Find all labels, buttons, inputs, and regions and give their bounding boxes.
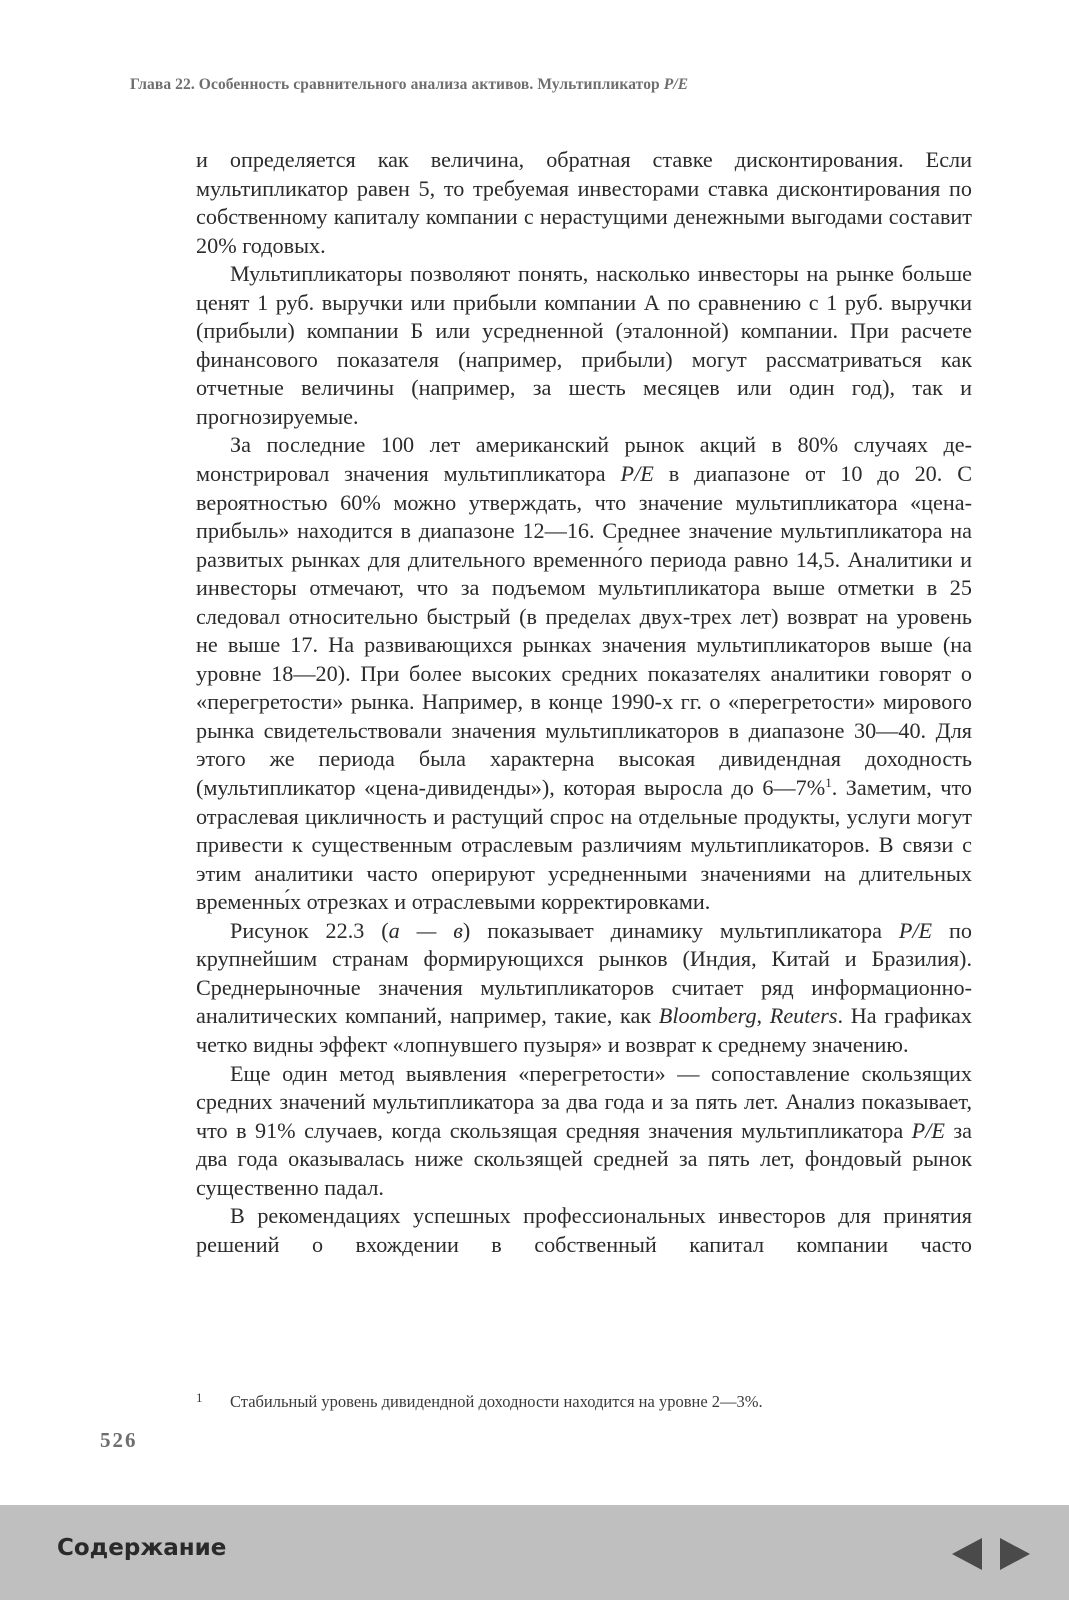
paragraph-1: и определяется как величина, обратная ставке дисконтирования. Если мультипликатор равен 5, то требуемая инвесторами ставка дисконтирования по собственному капиталу компании с нерастущими денежными выгодами составит 20% годовых. [196,147,972,258]
paragraph-4-text-d: , [756,1003,770,1029]
footnote-ref[interactable]: 1 [825,775,832,791]
paragraph-5 [196,1060,972,1203]
next-page-arrow-icon[interactable] [1000,1538,1030,1570]
footnote-mark: 1 [196,1390,203,1405]
bloomberg-term: Bloomberg [658,1003,757,1029]
paragraph-4-text-a: Рисунок 22.3 ( [230,917,389,943]
paragraph-2: Мультипликаторы позволяют понять, насколько инвесторы на рынке больше ценят 1 руб. выручки или прибыли компании А по сравнению с 1 руб. выручки (прибыли) компании Б или усредненной (эталонной) компании. При расчете финансового показателя (например, прибыли) могут рассматриваться как отчетные величины (например, за шесть месяцев или один год), так и прогнозируемые. [196,261,972,429]
contents-button[interactable]: Содержание [57,1535,227,1561]
running-head-pe: P/E [663,76,689,93]
bottom-nav-bar [0,1505,1069,1600]
figure-range: а — в [388,917,463,943]
paragraph-4-text-e: . На графиках четко видны эффект «лопнувшего пузыря» и возврат к среднему значению. [196,1003,972,1057]
running-head-text: Глава 22. Особенность сравнительного анализа активов. Мультипликатор [130,76,664,93]
pe-term: P/E [620,461,654,487]
pe-term: P/E [911,1117,945,1143]
paragraph-4-text-c: по крупнейшим странам формирующихся рынков (Индия, Китай и Бразилия). Среднерыночные значения мультипликаторов считает ряд информационно-аналитических компаний, например, такие, как [196,917,972,1029]
prev-page-arrow-icon[interactable] [952,1538,982,1570]
pe-term: P/E [898,917,933,943]
reuters-term: Reuters [769,1003,838,1029]
paragraph-3-text-a: За последние 100 лет американский рынок акций в 80% случаях демонстрировал значения мультипликатора [196,432,972,487]
footnote [196,1390,972,1412]
paragraph-3-text-b: в диапазоне от 10 до 20. С вероятностью 60% можно утверждать, что значение мультипликатора «цена-прибыль» находится в диапазоне 12—16. Среднее значение мультипликатора на развитых рынках для длительного временно́го периода равно 14,5. Аналитики и инвесторы отмечают, что за подъемом мультипликатора выше отметки в 25 следовал относительно быстрый (в пределах двух-трех лет) возврат на уровень не выше 17. На развивающихся рынках значения мультипликаторов выше (на уровне 18—20). При более высоких средних показателях аналитики говорят о «перегретости» рынка. Например, в конце 1990-х гг. о «перегретости» мирового рынка свидетельствовали значения мультипликаторов в диапазоне 30—40. Для этого же периода была характерна высокая дивидендная доходность (мультипликатор «цена-дивиденды»), которая выросла до 6—7% [196,461,972,801]
page-number: 526 [100,1428,138,1452]
paragraph-4-text-b: ) показывает динамику мультипликатора [462,917,899,943]
paragraph-5-text-b: за два года оказывалась ниже скользящей средней за пять лет, фондовый рынок существенно падал. [196,1117,972,1200]
paragraph-6: В рекомендациях успешных профессиональных инвесторов для принятия решений о вхождении в собственный капитал компании часто [196,1203,972,1257]
paragraph-3 [196,431,972,916]
paragraph-3-text-c: . Заметим, что отраслевая цикличность и растущий спрос на отдельные продукты, услуги могут привести к существенным отраслевым различиям мультипликаторов. В связи с этим аналитики часто оперируют усредненными значениями на длительных временны́х отрезках и отраслевыми корректировками. [196,775,972,915]
body-text [196,146,972,1259]
running-head [130,76,688,94]
paragraph-5-text-a: Еще один метод выявления «перегретости» — сопоставление скользящих средних значений мультипликатора за два года и за пять лет. Анализ показывает, что в 91% случаев, когда скользящая средняя значения мультипликатора [196,1060,972,1143]
footnote-text: Стабильный уровень дивидендной доходности находится на уровне 2—3%. [230,1392,763,1411]
paragraph-4 [196,917,972,1060]
